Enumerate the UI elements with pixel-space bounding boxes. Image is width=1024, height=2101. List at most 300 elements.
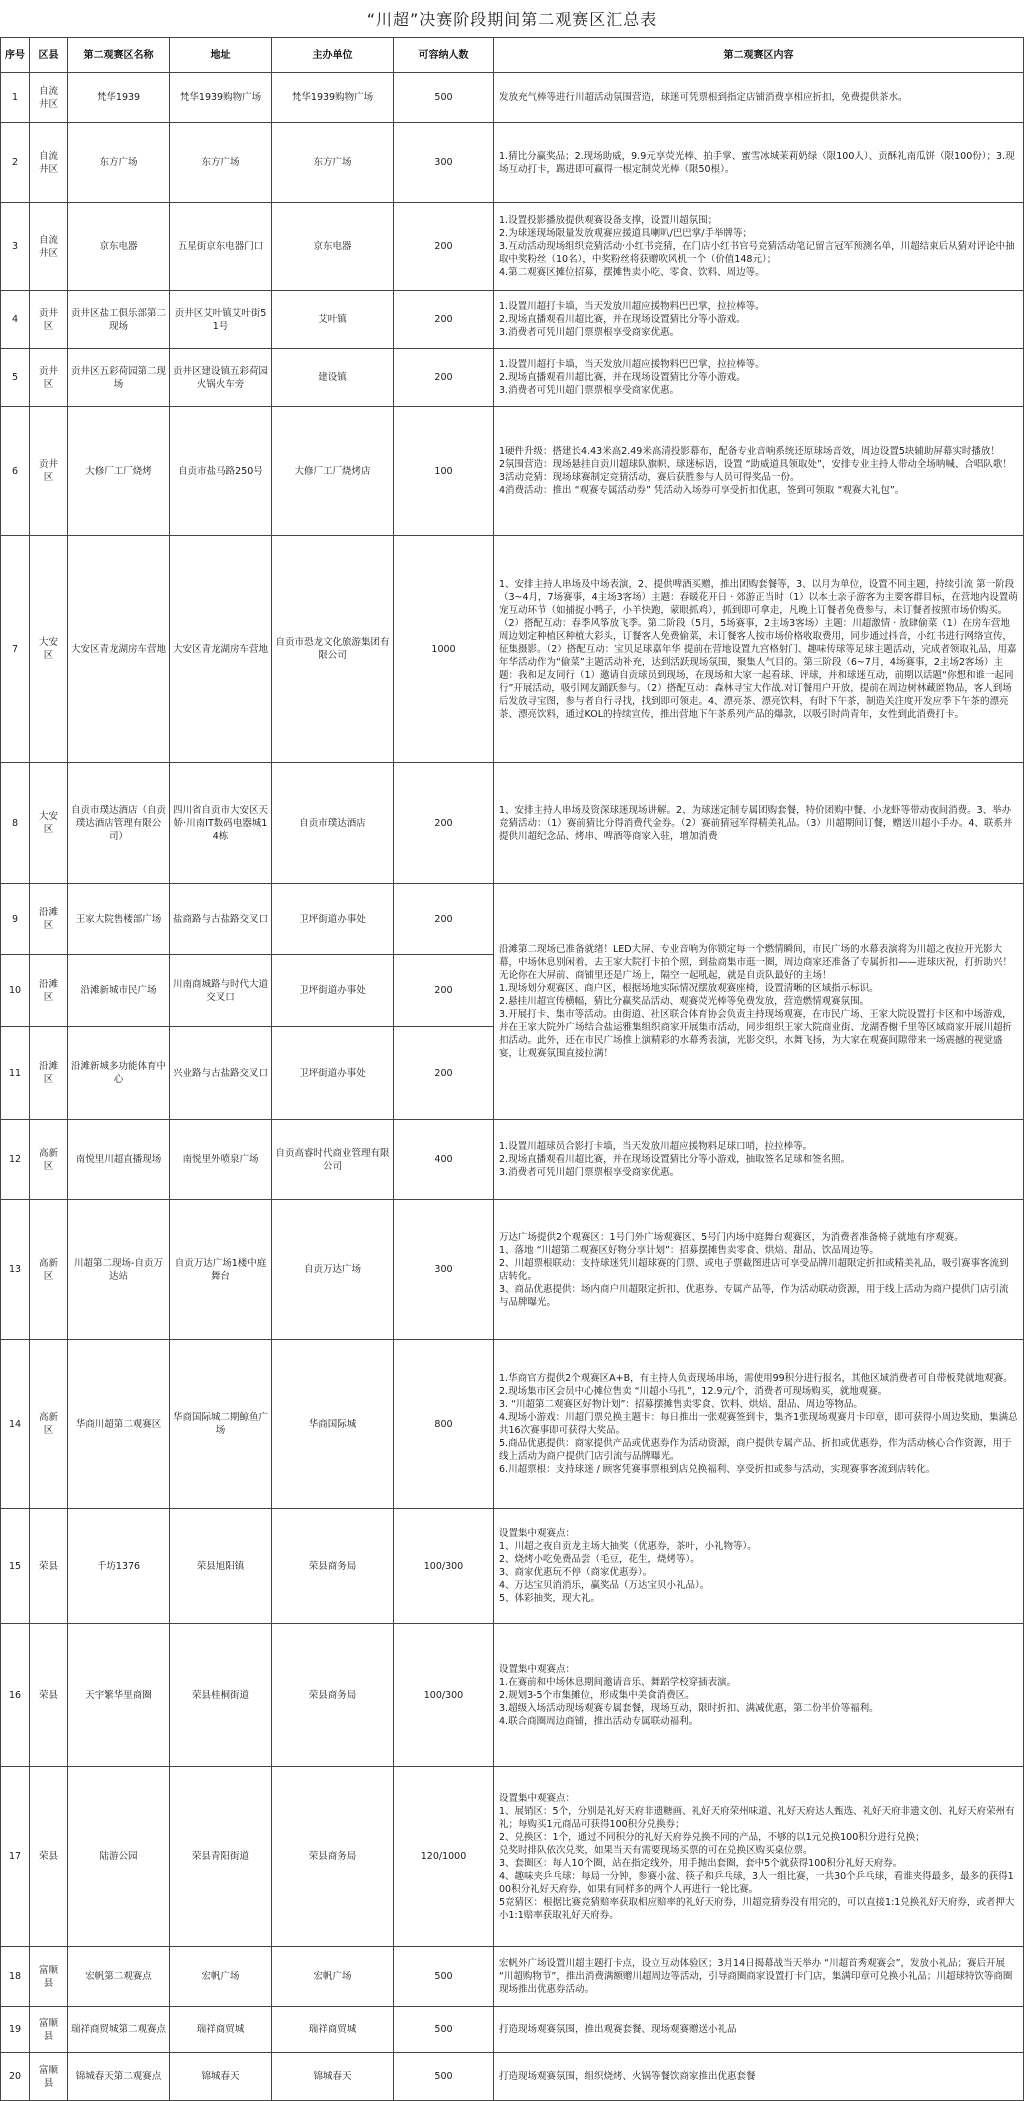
cell-district	[30, 407, 68, 536]
cell-serial-number-text: 6	[11, 465, 19, 477]
cell-venue-name	[68, 407, 170, 536]
content-line: 3.开展打卡、集市等活动。由街道、社区联合体育协会负责主持现场观赛，在市民广场、王家大院设置打卡区和中场游戏，并在王家大院外广场结合盐运雅集组织商家开展集市活动，同步组织王家大院商业街、龙湖香榭千里等区域商家开展川超折扣活动。此外，还在市民广场推上演精彩的水幕秀表演，光影交织，水舞飞扬，为大家在观赛间隙带来一场震撼的视觉盛宴，让观赛氛围直接拉满！	[499, 1009, 1013, 1059]
cell-capacity-text: 500	[434, 2071, 453, 2082]
page-title: “川超”决赛阶段期间第二观赛区汇总表	[366, 10, 658, 29]
content-line: 发放充气棒等进行川超活动氛围营造，球迷可凭票根到指定店铺消费享相应折扣，免费提供茶水。	[499, 92, 908, 103]
cell-address-text: 兴业路与古盐路交叉口	[173, 1067, 269, 1079]
cell-serial-number-text: 7	[11, 643, 19, 655]
cell-venue-name	[68, 1509, 170, 1624]
cell-district-text: 自流井区	[38, 85, 58, 110]
cell-district	[30, 291, 68, 349]
cell-capacity	[394, 1120, 494, 1200]
cell-address	[170, 1947, 272, 2007]
cell-district-text: 自流井区	[38, 234, 58, 259]
cell-venue-name	[68, 1027, 170, 1120]
content-line: 2.现场直播观看川超比赛，并在现场设置猜比分等小游戏。	[499, 372, 746, 383]
cell-district-text: 富顺县	[38, 2064, 58, 2089]
content-line: 3、商家优惠玩不停（商家优惠券）。	[499, 1567, 653, 1578]
cell-address	[170, 536, 272, 763]
cell-district	[30, 1200, 68, 1340]
content-line: 2、烧烤小吃免费品尝（毛豆，花生，烧烤等）。	[499, 1554, 700, 1565]
cell-serial-number	[1, 2053, 30, 2101]
cell-capacity	[394, 1947, 494, 2007]
cell-organizer-text: 京东电器	[313, 241, 352, 252]
cell-capacity-text: 400	[434, 1154, 453, 1165]
cell-organizer-text: 卫坪街道办事处	[299, 985, 366, 996]
cell-district	[30, 2007, 68, 2053]
cell-serial-number	[1, 1027, 30, 1120]
cell-serial-number	[1, 536, 30, 763]
content-line: 2.现场直播观看川超比赛，并在现场设置猜比分等小游戏，抽取签名足球和签名照。	[499, 1154, 851, 1165]
cell-address	[170, 763, 272, 884]
cell-district-text: 沿滩区	[38, 907, 58, 931]
content-line: 1.在赛前和中场休息期间邀请音乐、舞蹈学校穿插表演。	[499, 1676, 737, 1688]
cell-address-text: 自贡市盐马路250号	[178, 465, 263, 477]
cell-venue-name-text: 王家大院售楼部广场	[75, 913, 162, 925]
cell-serial-number-text: 16	[8, 1689, 22, 1701]
cell-venue-name-text: 天宇繁华里商圈	[85, 1689, 152, 1701]
cell-district	[30, 1027, 68, 1120]
cell-capacity-text: 200	[434, 817, 453, 829]
content-line: 1.现场划分观赛区、商户区，根据场地实际情况摆放观赛座椅，设置清晰的区域指示标识。	[499, 983, 879, 994]
cell-organizer	[272, 1340, 394, 1509]
cell-serial-number-text: 18	[8, 1971, 22, 1982]
cell-district-text: 荣县	[38, 1851, 58, 1862]
cell-address	[170, 1200, 272, 1340]
cell-content	[494, 2053, 1024, 2101]
cell-organizer-text: 锦城春天	[313, 2071, 352, 2082]
cell-venue-name	[68, 349, 170, 407]
cell-organizer	[272, 1947, 394, 2007]
cell-serial-number-text: 8	[11, 817, 19, 829]
cell-organizer-text: 大修厂工厂烧烤店	[294, 465, 371, 477]
cell-serial-number-text: 1	[11, 92, 19, 103]
cell-content	[494, 1509, 1024, 1624]
cell-capacity-text: 300	[434, 1264, 453, 1275]
cell-serial-number	[1, 349, 30, 407]
content-line: 4、趣味夹乒乓球：每局一分钟，参赛小盆、筷子和乒乓球，3人一组比赛，一共30个乒乓球，看谁夹得最多，最多的获得100积分礼好天府券，如果有同样多的两个人再进行一轮比赛。	[499, 1870, 1014, 1895]
cell-address	[170, 291, 272, 349]
cell-organizer	[272, 1120, 394, 1200]
content-line: 设置集中观赛点：	[499, 1528, 576, 1539]
cell-venue-name	[68, 2053, 170, 2101]
cell-venue-name-text: 川超第二现场-自贡万达站	[74, 1257, 163, 1282]
header-venue-name-label: 第二观赛区名称	[83, 49, 154, 61]
content-line: 1.设置川超球员合影打卡墙，当天发放川超应援物料足球口哨，拉拉棒等。	[499, 1141, 813, 1152]
cell-capacity	[394, 763, 494, 884]
cell-serial-number	[1, 1947, 30, 2007]
cell-organizer	[272, 123, 394, 203]
header-district-label: 区县	[38, 49, 59, 61]
cell-serial-number	[1, 955, 30, 1027]
cell-address-text: 盐商路与古盐路交叉口	[173, 913, 269, 925]
cell-district	[30, 536, 68, 763]
cell-venue-name	[68, 1340, 170, 1509]
header-content-label: 第二观赛区内容	[723, 49, 794, 61]
content-line: 4.联合商圈周边商铺，推出活动专属联动福利。	[499, 1715, 699, 1727]
cell-organizer	[272, 763, 394, 884]
content-line: 2.悬挂川超宣传横幅，猜比分赢奖品活动、观赛荧光棒等免费发放，营造燃情观赛氛围。	[499, 996, 870, 1007]
cell-serial-number-text: 12	[8, 1154, 22, 1165]
cell-district-text: 富顺县	[38, 2017, 58, 2042]
cell-venue-name-text: 沿滩新城多功能体育中心	[71, 1061, 167, 1085]
cell-capacity-text: 200	[434, 913, 453, 925]
cell-address-text: 荣县桂桐街道	[191, 1689, 249, 1701]
cell-organizer	[272, 2007, 394, 2053]
cell-content	[494, 1624, 1024, 1767]
cell-address-text: 贡井区建设镇五彩荷园火锅火车旁	[173, 365, 269, 390]
cell-venue-name	[68, 1200, 170, 1340]
cell-serial-number-text: 20	[8, 2071, 22, 2082]
cell-district-text: 大安区	[38, 811, 58, 835]
cell-content	[494, 123, 1024, 203]
cell-serial-number	[1, 884, 30, 955]
cell-venue-name-text: 沿滩新城市民广场	[80, 985, 157, 996]
cell-serial-number	[1, 203, 30, 291]
cell-organizer-text: 自贡高睿时代商业管理有限公司	[275, 1147, 390, 1172]
content-line: 1.华商官方提供2个观赛区A+B，有主持人负责现场串场，需使用99积分进行报名，其他区域消费者可自带板凳就地观赛。	[499, 1373, 1013, 1384]
cell-capacity-text: 200	[434, 241, 453, 252]
cell-venue-name	[68, 763, 170, 884]
cell-address	[170, 1767, 272, 1947]
cell-serial-number-text: 4	[11, 314, 19, 325]
cell-capacity-text: 500	[434, 92, 453, 103]
cell-address	[170, 1027, 272, 1120]
cell-serial-number	[1, 1120, 30, 1200]
content-line: 3.消费者可凭川超门票票根享受商家优惠。	[499, 327, 680, 338]
cell-address	[170, 2053, 272, 2101]
cell-organizer-text: 荣县商务局	[308, 1689, 357, 1701]
cell-capacity-text: 100	[434, 465, 453, 477]
cell-district	[30, 763, 68, 884]
content-line: 4.第二观赛区摊位招募，摆摊售卖小吃、零食、饮料、周边等。	[499, 267, 765, 278]
cell-address	[170, 1340, 272, 1509]
header-address	[170, 38, 272, 73]
cell-content	[494, 407, 1024, 536]
cell-content	[494, 1120, 1024, 1200]
content-line: 3.超级入场活动现场观赛专属套餐，现场互动，限时折扣、满减优惠，第二份半价等福利。	[499, 1702, 879, 1714]
content-line: 3、套圈区：每人10个圈，站在指定线外，用手抛出套圈，套中5个就获得100积分礼好天府券。	[499, 1857, 903, 1869]
cell-capacity-text: 200	[434, 314, 453, 325]
content-line: 4消费活动：推出 “观赛专属活动券” 凭活动入场券可享受折扣优惠，签到可领取 “观赛大礼包”。	[499, 485, 905, 496]
cell-capacity-text: 200	[434, 372, 453, 383]
cell-address	[170, 123, 272, 203]
cell-content	[494, 536, 1024, 763]
cell-serial-number	[1, 2007, 30, 2053]
cell-address	[170, 349, 272, 407]
cell-serial-number	[1, 1767, 30, 1947]
cell-capacity-text: 120/1000	[420, 1851, 467, 1862]
cell-content	[494, 203, 1024, 291]
cell-district	[30, 203, 68, 291]
cell-district	[30, 123, 68, 203]
content-line: 1.设置川超打卡墙，当天发放川超应援物料巴巴掌，拉拉棒等。	[499, 359, 765, 370]
cell-content	[494, 349, 1024, 407]
content-line: 设置集中观赛点：	[499, 1663, 576, 1675]
cell-capacity	[394, 1509, 494, 1624]
cell-organizer-text: 卫坪街道办事处	[299, 1067, 366, 1079]
cell-venue-name	[68, 291, 170, 349]
cell-serial-number-text: 19	[8, 2024, 22, 2035]
cell-capacity	[394, 291, 494, 349]
cell-organizer	[272, 955, 394, 1027]
cell-organizer-text: 卫坪街道办事处	[299, 913, 366, 925]
cell-venue-name-text: 华商川超第二观赛区	[75, 1418, 162, 1430]
cell-content	[494, 291, 1024, 349]
cell-district	[30, 73, 68, 123]
cell-capacity-text: 300	[434, 157, 453, 168]
cell-address-text: 华商国际城二期鲸鱼广场	[173, 1412, 269, 1436]
cell-organizer	[272, 1509, 394, 1624]
content-line: 打造现场观赛氛围，组织烧烤、火锅等餐饮商家推出优惠套餐	[499, 2071, 756, 2082]
header-district	[30, 38, 68, 73]
cell-organizer-text: 自贡市恐龙文化旅游集团有限公司	[275, 637, 390, 661]
content-line: 宏帆外广场设置川超主题打卡点，设立互动体验区；3月14日揭幕战当天举办 “川超首秀观赛会”，发放小礼品；赛后开展 “川超购物节”，推出消费满额赠川超周边等活动，引导商圈商家设置打卡门店，集满印章可兑换小礼品；川超球特饮等商圈现场推出优惠券活动。	[499, 1958, 1013, 1995]
cell-capacity-text: 500	[434, 2024, 453, 2035]
cell-serial-number	[1, 1624, 30, 1767]
cell-capacity-text: 100/300	[423, 1689, 464, 1701]
cell-venue-name	[68, 2007, 170, 2053]
cell-organizer-text: 荣县商务局	[308, 1560, 357, 1572]
cell-address	[170, 884, 272, 955]
cell-venue-name-text: 京东电器	[99, 241, 138, 252]
cell-address	[170, 1509, 272, 1624]
content-line: 2.现场集市区会员中心摊位售卖 “川超小马扎”，12.9元/个，消费者可现场购买，就地观赛。	[499, 1386, 888, 1397]
content-line: 1、安排主持人串场及资深球迷现场讲解。2、为球迷定制专属团购套餐，特价团购中餐、小龙虾等带动夜间消费。3、举办竞猜活动：（1）赛前猜比分得消费代金券。（2）赛前猜冠军得精美礼品。（3）川超期间订餐，赠送川超小手办。4、联系并提供川超纪念品、烤串、啤酒等商家入驻，增加消费	[499, 804, 1013, 842]
cell-address-text: 瑞祥商贸城	[196, 2024, 245, 2035]
cell-venue-name	[68, 1120, 170, 1200]
cell-venue-name	[68, 955, 170, 1027]
cell-content	[494, 73, 1024, 123]
cell-district	[30, 2053, 68, 2101]
cell-capacity	[394, 1340, 494, 1509]
content-line: 3.消费者可凭川超门票票根享受商家优惠。	[499, 385, 680, 396]
content-line: 2.为球迷现场限量发放观赛应援道具喇叭/巴巴掌/手举牌等；	[499, 228, 752, 239]
cell-capacity	[394, 884, 494, 955]
cell-address	[170, 407, 272, 536]
content-line: 2、川超票根联动：支持球迷凭川超球赛的门票、或电子票截图进店可享受品牌川超限定折扣或精美礼品，吸引赛事客流到店转化。	[499, 1257, 1009, 1282]
cell-organizer	[272, 349, 394, 407]
cell-address-text: 自贡万达广场1楼中庭舞台	[174, 1257, 267, 1282]
cell-organizer	[272, 203, 394, 291]
cell-organizer	[272, 407, 394, 536]
content-line: 5竞猜区：根据比赛竞猜赔率获取相应赔率的礼好天府券，川超竞猜券没有用完的，可以直接1:1兑换礼好天府券，或者押大小1:1赔率获取礼好天府券。	[499, 1896, 1015, 1921]
content-line: 设置集中观赛点：	[499, 1792, 576, 1804]
cell-address-text: 荣县旭阳镇	[196, 1560, 245, 1572]
cell-organizer-text: 华商国际城	[308, 1418, 357, 1430]
cell-district	[30, 1340, 68, 1509]
header-organizer	[272, 38, 394, 73]
cell-district-text: 高新区	[38, 1147, 58, 1172]
content-line: 2氛围营造：现场悬挂自贡川超球队旗帜、球迷标语，设置 “助威道具领取处”，安排专业主持人带动全场呐喊、合唱队歌！	[499, 459, 1012, 470]
cell-district	[30, 884, 68, 955]
cell-capacity	[394, 203, 494, 291]
cell-serial-number-text: 10	[8, 985, 22, 996]
cell-venue-name-text: 自贡市璞达酒店（自贡璞达酒店管理有限公司）	[71, 804, 167, 842]
cell-venue-name-text: 宏帆第二观赛点	[85, 1971, 152, 1982]
content-line: 3.互动活动现场组织竞猜活动·小红书竞猜，在门店小红书官号竞猜活动笔记留言冠军预测名单，川超结束后从猜对评论中抽取中奖粉丝（10名），中奖粉丝将获赠吹风机一个（价值148元）；	[499, 241, 1015, 265]
cell-district-text: 大安区	[38, 637, 58, 661]
content-line: 兑奖时排队依次兑奖，如果当天有需要现场买票的可在兑换区购买桌位票。	[499, 1844, 813, 1856]
content-line: 3.消费者可凭川超门票票根享受商家优惠。	[499, 1167, 680, 1178]
cell-address	[170, 955, 272, 1027]
cell-venue-name	[68, 536, 170, 763]
cell-organizer-text: 自贡万达广场	[303, 1264, 361, 1275]
cell-serial-number	[1, 407, 30, 536]
cell-address-text: 梵华1939购物广场	[179, 92, 262, 103]
content-line: 1、安排主持人串场及中场表演，2、提供啤酒买赠，推出团购套餐等，3、以月为单位，设置不同主题，持续引流 第一阶段（3~4月，7场赛事，4主场3客场）主题：春暖花开日 · 郊游正当时（1）以本土亲子游客为主要客群目标，在营地内设置萌宠互动环节（如捕捉小鸭子，小羊快跑，蒙眼抓鸡），抓到即可拿走，凡晚上订餐者免费参与，未订餐者按照市场价购买。（2）搭配互动：春季风筝放飞季。第二阶段（5月，5场赛事，2主场3客场）主题：川超激情 · 放肆偷菜（1）在房车营地周边划定种植区种植大彩头，订餐客人免费偷菜，未订餐客人按市场价格收取费用，同步通过抖音，小红书进行网络宣传，征集摄影。（2）搭配互动：宝贝足球嘉年华 提前在营地设置九宫格射门、趣味传球等足球主题活动，完成者领取礼品，用嘉年华活动作为“偷菜”主题活动补充，达到活跃现场氛围，聚集人气目的。第三阶段（6~7月，4场赛事，2主场2客场）主题：我和足友同行（1）邀请自贡球员到现场，在现场和大家一起看球、评球，并和球迷互动，前期以话题“你想和谁一起同行”开展活动，吸引网友踊跃参与。（2）搭配互动：森林寻宝大作战.对订餐用户开放，提前在周边树林藏匿物品，客人到场后发放寻宝图，参与者自行寻找，找到即可领走。4、漂亮茶、漂亮饮料，有时下午茶，制造关注度开发应季下午茶的漂亮茶、漂亮饮料，通过KOL的持续宣传，推出营地下午茶系列产品的爆款，以吸引时尚青年，女性到此消费打卡。	[499, 578, 1018, 720]
cell-content	[494, 1947, 1024, 2007]
cell-serial-number	[1, 1200, 30, 1340]
cell-district	[30, 1947, 68, 2007]
cell-capacity-text: 1000	[431, 643, 456, 655]
cell-district-text: 贡井区	[38, 307, 58, 332]
cell-content	[494, 1340, 1024, 1509]
cell-serial-number-text: 9	[11, 913, 19, 925]
cell-serial-number	[1, 291, 30, 349]
cell-organizer	[272, 73, 394, 123]
cell-venue-name	[68, 73, 170, 123]
cell-content	[494, 763, 1024, 884]
cell-capacity	[394, 1200, 494, 1340]
content-line: 1.猜比分赢奖品；2.现场助威，9.9元享荧光棒、拍手掌、蜜雪冰城茉莉奶绿（限100人）、贡酥礼南瓜饼（限100份）；3.现场互动打卡，踢进即可赢得一根定制荧光棒（限50根）。	[499, 150, 1015, 175]
content-line: 2.现场直播观看川超比赛，并在现场设置猜比分等小游戏。	[499, 314, 746, 325]
cell-venue-name	[68, 884, 170, 955]
cell-venue-name-text: 大安区青龙湖房车营地	[71, 643, 167, 655]
header-address-label: 地址	[210, 49, 231, 61]
summary-table	[0, 37, 1024, 2101]
cell-organizer-text: 梵华1939购物广场	[291, 92, 374, 103]
header-serial-number-label: 序号	[5, 49, 25, 61]
cell-venue-name-text: 陆游公园	[99, 1851, 138, 1862]
cell-capacity-text: 200	[434, 1067, 453, 1079]
cell-serial-number-text: 5	[11, 372, 19, 383]
cell-capacity-text: 200	[434, 985, 453, 996]
cell-venue-name-text: 梵华1939	[96, 92, 141, 103]
cell-serial-number-text: 3	[11, 241, 19, 252]
cell-district-text: 沿滩区	[38, 978, 58, 1003]
content-line: 2、兑换区：1个，通过不同积分的礼好天府券兑换不同的产品，不够的以1元兑换100积分进行兑换；	[499, 1831, 925, 1843]
content-line: 1硬件升级：搭建长4.43米高2.49米高清投影幕布，配备专业音响系统还原球场音效，周边设置5块辅助屏幕实时播放！	[499, 446, 1000, 457]
cell-district	[30, 955, 68, 1027]
cell-district	[30, 1120, 68, 1200]
cell-capacity	[394, 2053, 494, 2101]
cell-serial-number	[1, 1509, 30, 1624]
cell-capacity	[394, 955, 494, 1027]
cell-venue-name	[68, 203, 170, 291]
cell-capacity-text: 800	[434, 1418, 453, 1430]
cell-district	[30, 1767, 68, 1947]
cell-content	[494, 1767, 1024, 1947]
cell-content-merged	[494, 884, 1024, 1120]
content-line: 5.商品优惠提供：商家提供产品或优惠券作为活动资源，商户提供专属产品、折扣或优惠券，作为活动核心合作资源，用于线上活动为商户提供门店引流与品牌曝光。	[499, 1438, 1012, 1462]
cell-district-text: 富顺县	[38, 1964, 58, 1989]
cell-address-text: 南悦里外喷泉广场	[182, 1154, 259, 1165]
content-line: 万达广场提供2个观赛区：1号门外广场观赛区、5号门内场中庭舞台观赛区，为消费者准备椅子就地有序观赛。	[499, 1231, 964, 1243]
cell-address-text: 五星街京东电器门口	[177, 241, 264, 252]
content-line: 1、川超之夜自贡龙主场大抽奖（优惠券，茶叶，小礼物等）。	[499, 1541, 757, 1552]
content-line: 1.设置川超打卡墙，当天发放川超应援物料巴巴掌，拉拉棒等。	[499, 301, 765, 312]
cell-venue-name-text: 大修厂工厂烧烤	[85, 465, 152, 477]
cell-venue-name-text: 贡井区盐工俱乐部第二现场	[71, 307, 167, 332]
cell-organizer	[272, 884, 394, 955]
cell-organizer	[272, 2053, 394, 2101]
cell-organizer-text: 建设镇	[318, 372, 347, 383]
content-line: 6.川超票根：支持球迷 / 顾客凭赛事票根到店兑换福利、享受折扣或参与活动，实现赛事客流到店转化。	[499, 1464, 936, 1475]
header-venue-name	[68, 38, 170, 73]
cell-capacity	[394, 1027, 494, 1120]
cell-organizer-text: 荣县商务局	[308, 1851, 357, 1862]
cell-district-text: 高新区	[38, 1412, 58, 1436]
cell-organizer-text: 瑞祥商贸城	[308, 2024, 357, 2035]
cell-address-text: 宏帆广场	[201, 1971, 240, 1982]
cell-organizer	[272, 1624, 394, 1767]
cell-address-text: 荣县青阳街道	[191, 1851, 249, 1862]
cell-capacity	[394, 2007, 494, 2053]
content-line: 1.设置投影播放提供观赛设备支撑，设置川超氛围；	[499, 215, 718, 226]
cell-district-text: 贡井区	[38, 365, 58, 390]
content-line: 1、落地 “川超第二观赛区好物分享计划”：招募摆摊售卖零食、烘焙、甜品、饮品周边等。	[499, 1244, 879, 1256]
cell-address-text: 四川省自贡市大安区天娇·川南IT数码电器城14栋	[173, 804, 269, 842]
cell-serial-number-text: 2	[11, 157, 19, 168]
cell-serial-number-text: 13	[8, 1264, 22, 1275]
cell-district-text: 自流井区	[38, 150, 58, 175]
cell-organizer	[272, 291, 394, 349]
cell-capacity	[394, 536, 494, 763]
cell-address-text: 东方广场	[201, 157, 240, 168]
content-line: 4.现场小游戏：川超门票兑换主题卡：每日推出一张观赛签到卡，集齐1张现场观赛月卡印章，即可获得小周边奖励，集满总共16次赛事即可获得大奖品。	[499, 1412, 1018, 1436]
cell-serial-number	[1, 73, 30, 123]
cell-organizer-text: 艾叶镇	[318, 314, 347, 325]
content-line: 1、展销区：5个，分别是礼好天府非遗糖画、礼好天府荣州味道、礼好天府达人甄选、礼好天府非遗文创、礼好天府荣州有礼；每购买1元商品可获得100积分兑换券；	[499, 1805, 1015, 1830]
cell-venue-name-text: 瑞祥商贸城第二观赛点	[71, 2024, 167, 2035]
cell-organizer-text: 自贡市璞达酒店	[299, 817, 366, 829]
cell-district-text: 高新区	[38, 1257, 58, 1282]
cell-address	[170, 1120, 272, 1200]
cell-district-text: 荣县	[38, 1689, 58, 1701]
content-line: 打造现场观赛氛围，推出观赛套餐、现场观赛赠送小礼品	[499, 2024, 737, 2035]
cell-venue-name	[68, 123, 170, 203]
cell-serial-number	[1, 1340, 30, 1509]
cell-venue-name-text: 贡井区五彩荷园第二现场	[71, 365, 167, 390]
cell-address	[170, 73, 272, 123]
cell-venue-name-text: 东方广场	[99, 157, 138, 168]
cell-capacity	[394, 123, 494, 203]
cell-serial-number-text: 15	[8, 1560, 22, 1572]
cell-capacity	[394, 1767, 494, 1947]
cell-organizer	[272, 536, 394, 763]
cell-organizer	[272, 1767, 394, 1947]
cell-capacity-text: 100/300	[423, 1560, 464, 1572]
cell-venue-name	[68, 1767, 170, 1947]
cell-serial-number	[1, 763, 30, 884]
cell-capacity-text: 500	[434, 1971, 453, 1982]
cell-serial-number-text: 14	[8, 1418, 22, 1430]
cell-district	[30, 1624, 68, 1767]
cell-address-text: 贡井区艾叶镇艾叶街51号	[174, 307, 267, 332]
header-capacity-label: 可容纳人数	[418, 49, 469, 61]
cell-district-text: 贡井区	[38, 459, 58, 483]
header-content	[494, 38, 1024, 73]
cell-venue-name-text: 南悦里川超直播现场	[75, 1154, 162, 1165]
cell-district	[30, 349, 68, 407]
cell-venue-name	[68, 1624, 170, 1767]
cell-organizer	[272, 1200, 394, 1340]
cell-serial-number-text: 17	[8, 1851, 22, 1862]
cell-content	[494, 2007, 1024, 2053]
header-serial-number	[1, 38, 30, 73]
cell-address-text: 川南商城路与时代大道交叉口	[173, 978, 269, 1003]
